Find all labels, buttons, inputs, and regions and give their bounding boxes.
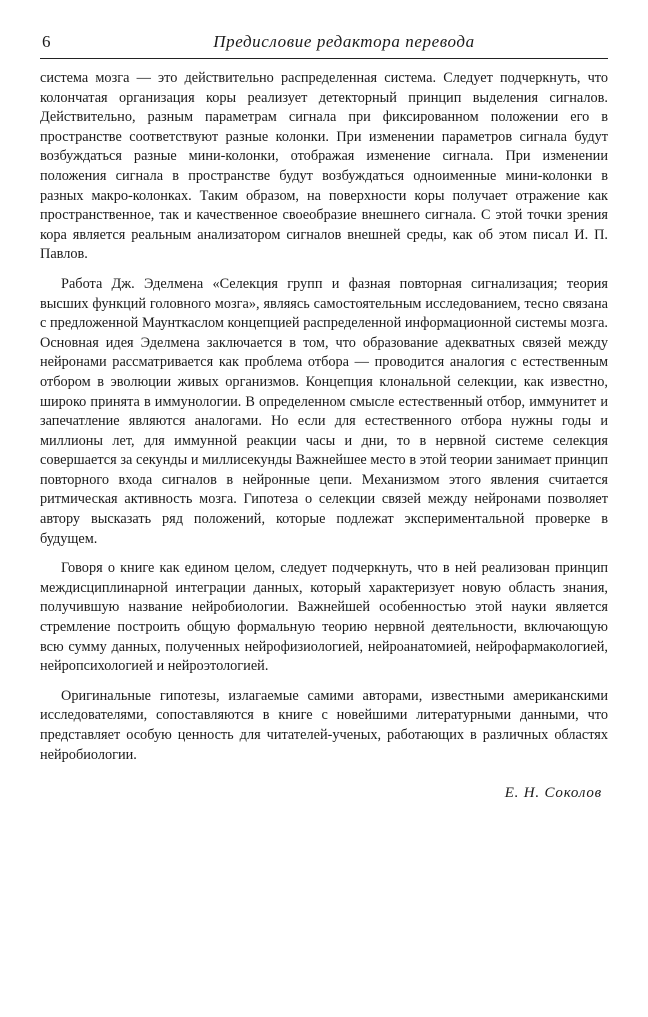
running-head xyxy=(40,28,608,59)
editor-signature: Е. Н. Соколов xyxy=(504,785,602,802)
paragraph-edelman: Работа Дж. Эделмена «Селекция групп и фазная повторная сигнализация; теория высших функций головного мозга», являясь самостоятельным исследованием, тесно связана с предложенной Маунткаслом концепцией распределенной информационной системы мозга. Основная идея Эделмена заключается в том, что образование адекватных связей между нейронами рассматривается как проблема отбора — проводится аналогия с естественным отбором в эволюции живых организмов. Концепция клональной селекции, как известно, широко принята в иммунологии. В определенном смысле естественный отбор, иммунитет и запечатление являются аналогами. Но если для естественного отбора нужны годы и миллионы лет, для иммунной реакции часы и дни, то в нервной системе селекция совершается за секунды и миллисекунды Важнейшее место в этой теории занимает принцип повторного входа сигналов в нейронные цепи. Механизмом этого явления считается ритмическая активность мозга. Гипотеза о селекции связей между нейронами позволяет автору высказать ряд положений, которые подлежат экспериментальной проверке в будущем. xyxy=(40,275,608,547)
paragraph-book-overview: Говоря о книге как едином целом, следует подчеркнуть, что в ней реализован принцип междисциплинарной интеграции данных, который характеризует новую область знания, получившую название нейробиологии. Важнейшей особенностью этой науки является стремление построить общую формальную теорию нервной деятельности, включающую всю сумму данных, полученных нейрофизиологией, нейроанатомией, нейрофармакологией, нейропсихологией и нейроэтологией. xyxy=(40,560,608,675)
body-text xyxy=(40,69,608,765)
paragraph-continuation: система мозга — это действительно распределенная система. Следует подчеркнуть, что колончатая организация коры реализует детекторный принцип выделения сигналов. Действительно, разным параметрам сигнала при фиксированном положении его в пространстве соответствуют разные колонки. При изменении параметров сигнала будут возбуждаться разные мини-колонки, отображая изменение сигнала. При изменении положения сигнала в пространстве будут возбуждаться одноименные мини-колонки в разных макро-колонках. Таким образом, на поверхности коры получает отражение как пространственное, так и качественное своеобразие внешнего сигнала. С этой точки зрения кора является реальным анализатором сигналов внешней среды, как об этом писал И. П. Павлов. xyxy=(40,70,608,263)
paragraph-original-hypotheses: Оригинальные гипотезы, излагаемые самими авторами, известными американскими исследователями, сопоставляются в книге с новейшими литературными данными, что представляет особую ценность для читателей-ученых, работающих в различных областях нейробиологии. xyxy=(40,687,608,763)
book-page xyxy=(40,28,608,802)
running-title: Предисловие редактора перевода xyxy=(213,32,475,51)
page-number: 6 xyxy=(42,32,51,51)
